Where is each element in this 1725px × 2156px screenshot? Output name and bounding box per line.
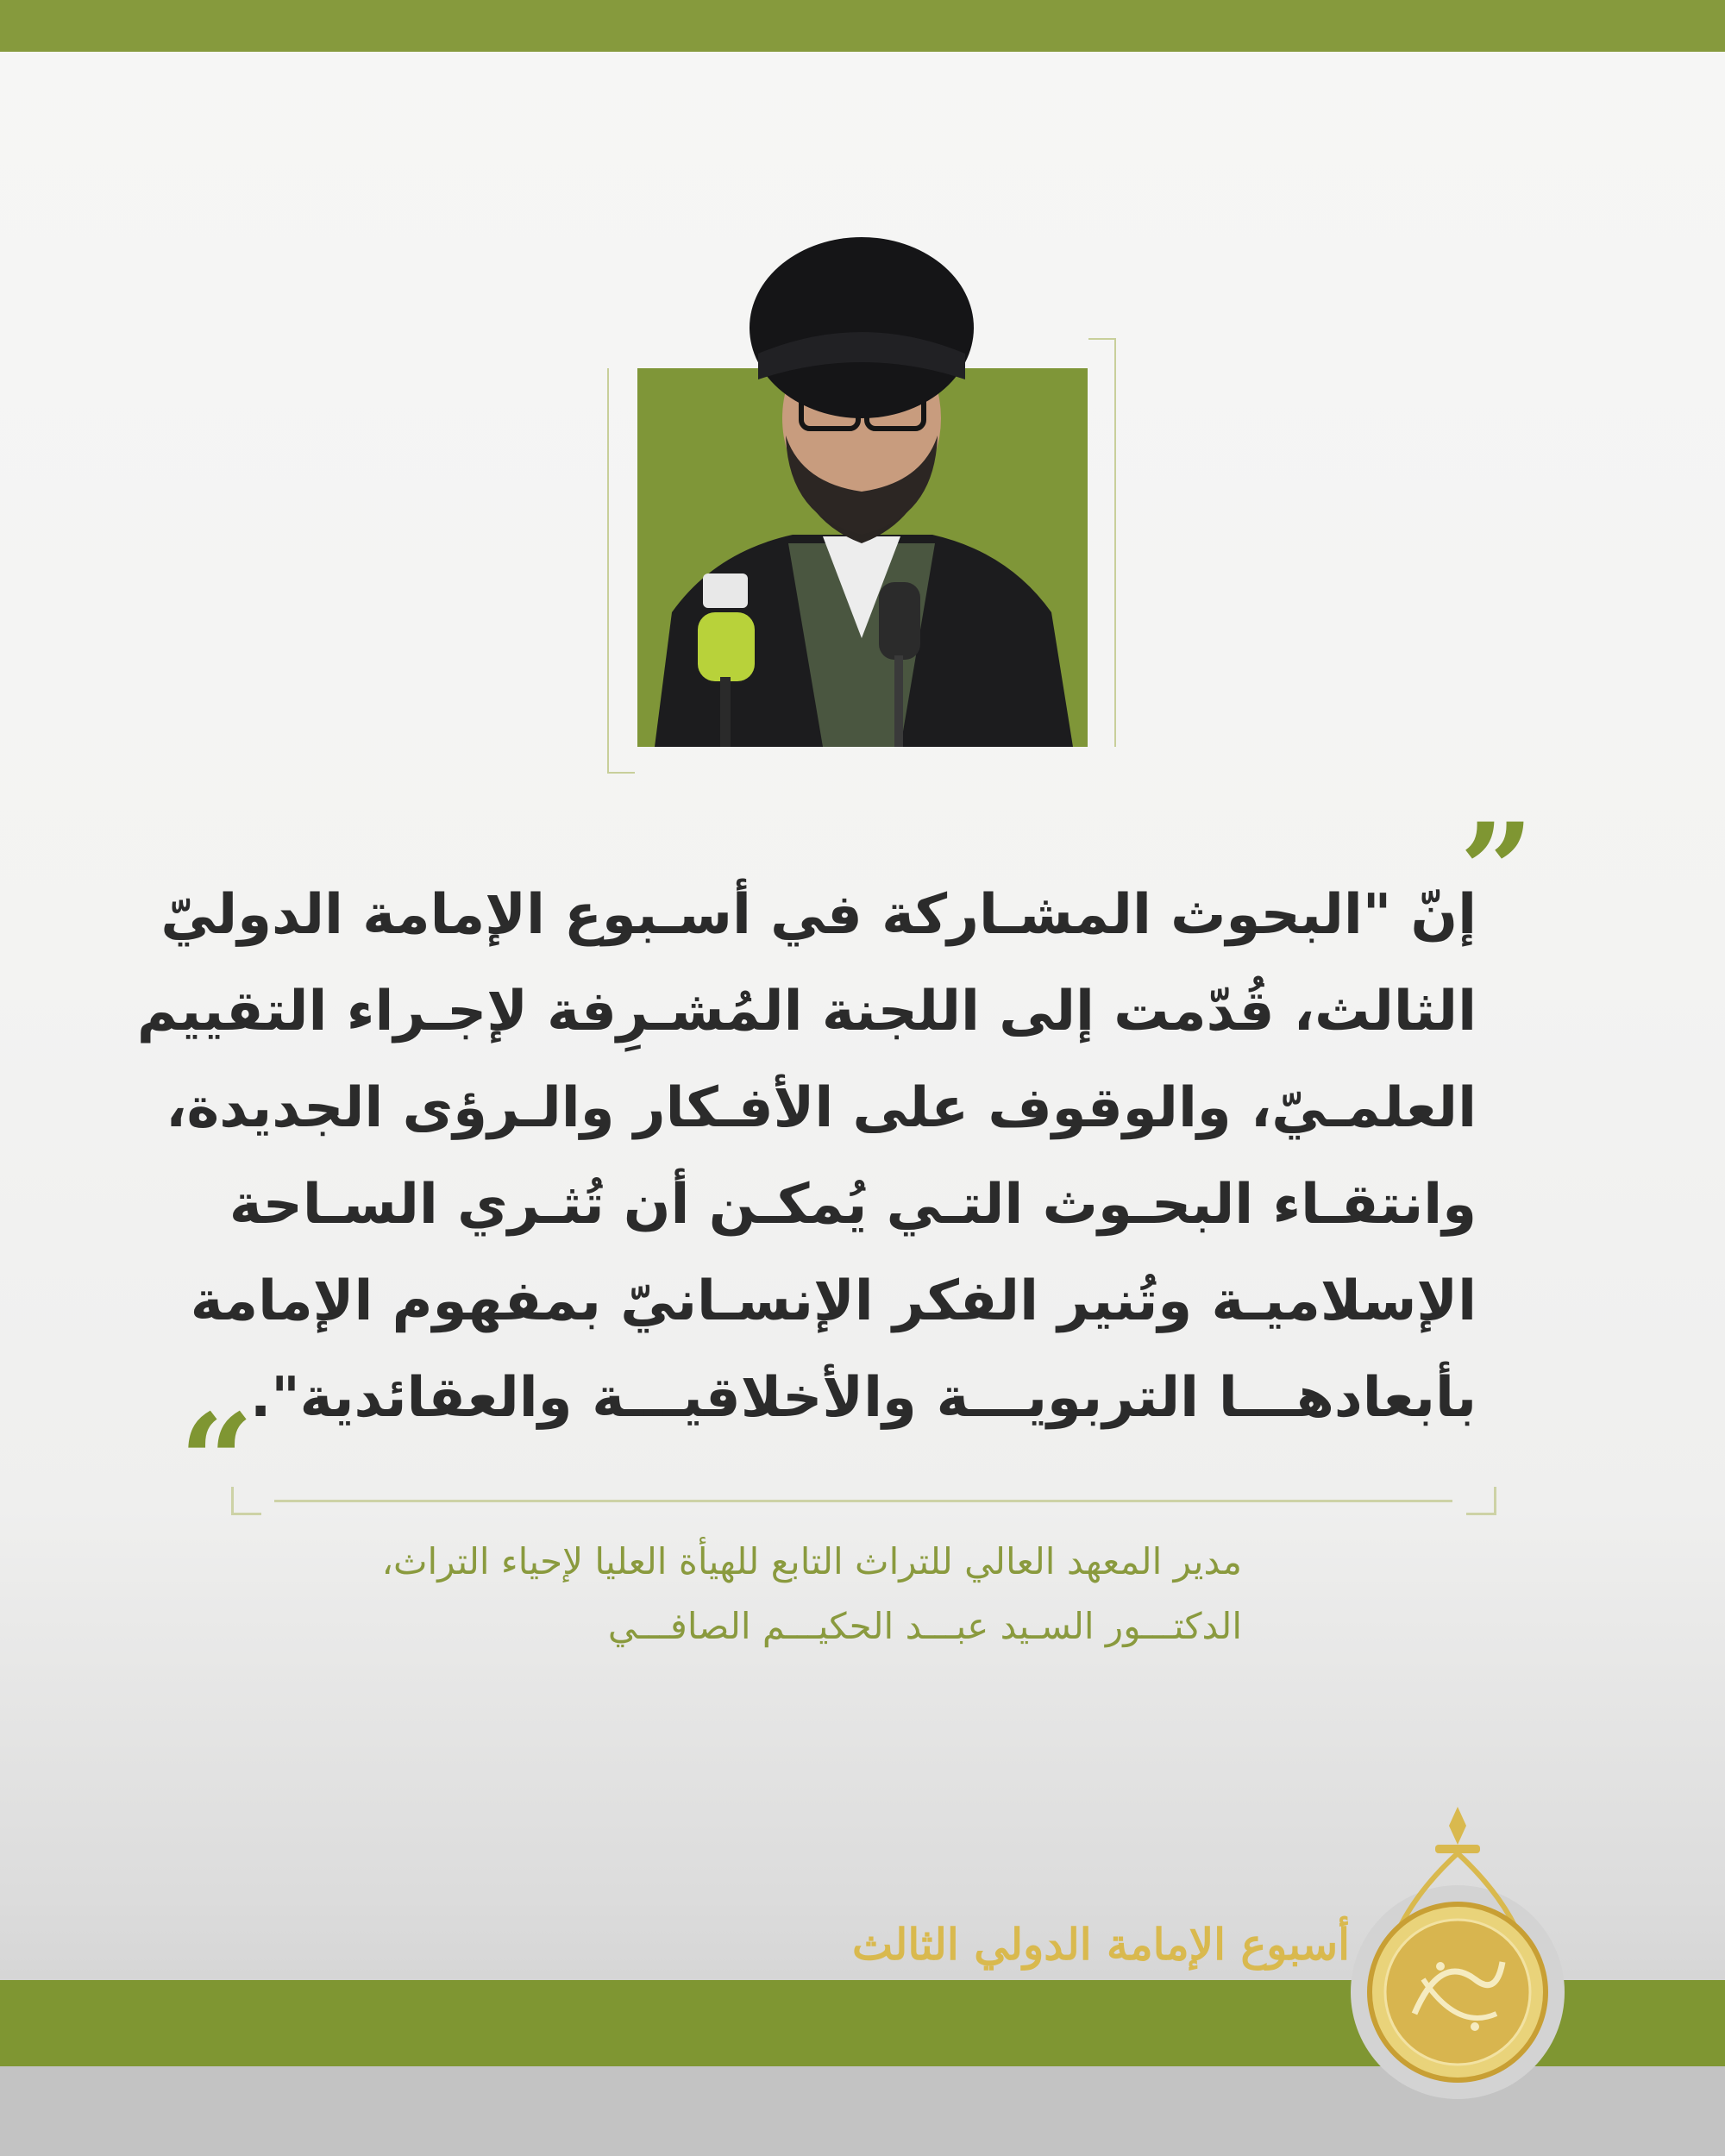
frame-bottom-line bbox=[607, 772, 635, 774]
frame-top-line bbox=[1088, 338, 1116, 340]
quote-line-1: إنّ "البحوث المشـاركة في أسـبوع الإمامة الدوليّ bbox=[160, 883, 1477, 947]
quote-line-5: الإسلاميـة وتُنير الفكر الإنسـانيّ بمفهوم الإمامة bbox=[190, 1269, 1477, 1333]
speaker-name: الدكتـــور السـيد عبـــد الحكيـــم الصافـــي bbox=[607, 1605, 1242, 1647]
closing-quote-mark: ” bbox=[1459, 795, 1534, 947]
opening-quote-mark: “ bbox=[179, 1386, 254, 1538]
divider-line bbox=[274, 1500, 1452, 1502]
quote-line-4: وانتقـاء البحـوث التـي يُمكـن أن تُثـري السـاحة bbox=[229, 1173, 1477, 1237]
quote-line-3: العلمـيّ، والوقوف على الأفـكار والـرؤى الجديدة، bbox=[166, 1076, 1477, 1140]
top-green-band bbox=[0, 0, 1725, 52]
frame-left-line bbox=[607, 368, 609, 774]
divider-left-bracket bbox=[231, 1487, 261, 1515]
speaker-portrait bbox=[637, 233, 1088, 747]
divider-right-bracket bbox=[1466, 1487, 1496, 1515]
speaker-title: مدير المعهد العالي للتراث التابع للهيأة العليا لإحياء التراث، bbox=[381, 1540, 1242, 1583]
event-emblem-icon bbox=[1346, 1807, 1570, 2100]
quote-line-2: الثالث، قُدّمت إلى اللجنة المُشـرِفة لإجـراء التقييم bbox=[136, 980, 1477, 1044]
quote-line-6: بأبعادهـــا التربويـــة والأخلاقيـــة والعقائدية". bbox=[250, 1366, 1477, 1430]
frame-right-line bbox=[1114, 338, 1116, 747]
quote-text bbox=[136, 867, 1477, 1446]
event-logo-text: أسبوع الإمامة الدولي الثالث bbox=[852, 1919, 1350, 1970]
